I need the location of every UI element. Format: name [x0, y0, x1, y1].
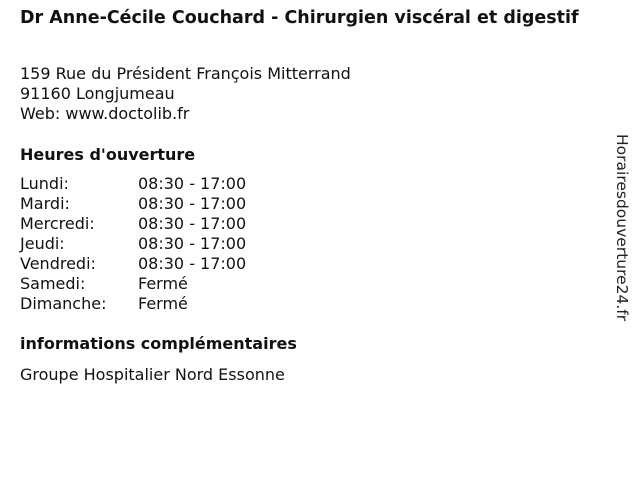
info-heading: informations complémentaires [20, 334, 297, 353]
hours-heading: Heures d'ouverture [20, 145, 196, 164]
hours-row-friday [20, 254, 246, 274]
day-label: Samedi: [20, 274, 86, 293]
hours-row-saturday [20, 274, 246, 294]
hours-row-tuesday [20, 194, 246, 214]
time-value: Fermé [138, 294, 188, 313]
time-value: 08:30 - 17:00 [138, 194, 247, 213]
day-label: Dimanche: [20, 294, 107, 313]
day-label: Vendredi: [20, 254, 96, 273]
hours-row-sunday [20, 294, 246, 314]
address-block [20, 64, 351, 124]
time-value: Fermé [138, 274, 188, 293]
day-label: Mercredi: [20, 214, 95, 233]
address-street: 159 Rue du Président François Mitterrand [20, 64, 351, 83]
time-value: 08:30 - 17:00 [138, 234, 247, 253]
site-watermark: Horairesdouverture24.fr [613, 134, 631, 322]
time-value: 08:30 - 17:00 [138, 214, 247, 233]
address-web: Web: www.doctolib.fr [20, 104, 190, 123]
time-value: 08:30 - 17:00 [138, 254, 247, 273]
day-label: Jeudi: [20, 234, 65, 253]
address-city: 91160 Longjumeau [20, 84, 175, 103]
day-label: Lundi: [20, 174, 69, 193]
hours-row-thursday [20, 234, 246, 254]
hours-row-monday [20, 174, 246, 194]
info-text: Groupe Hospitalier Nord Essonne [20, 365, 285, 384]
time-value: 08:30 - 17:00 [138, 174, 247, 193]
opening-hours-list [20, 174, 246, 314]
day-label: Mardi: [20, 194, 70, 213]
page-title: Dr Anne-Cécile Couchard - Chirurgien viscéral et digestif [20, 8, 579, 28]
hours-row-wednesday [20, 214, 246, 234]
